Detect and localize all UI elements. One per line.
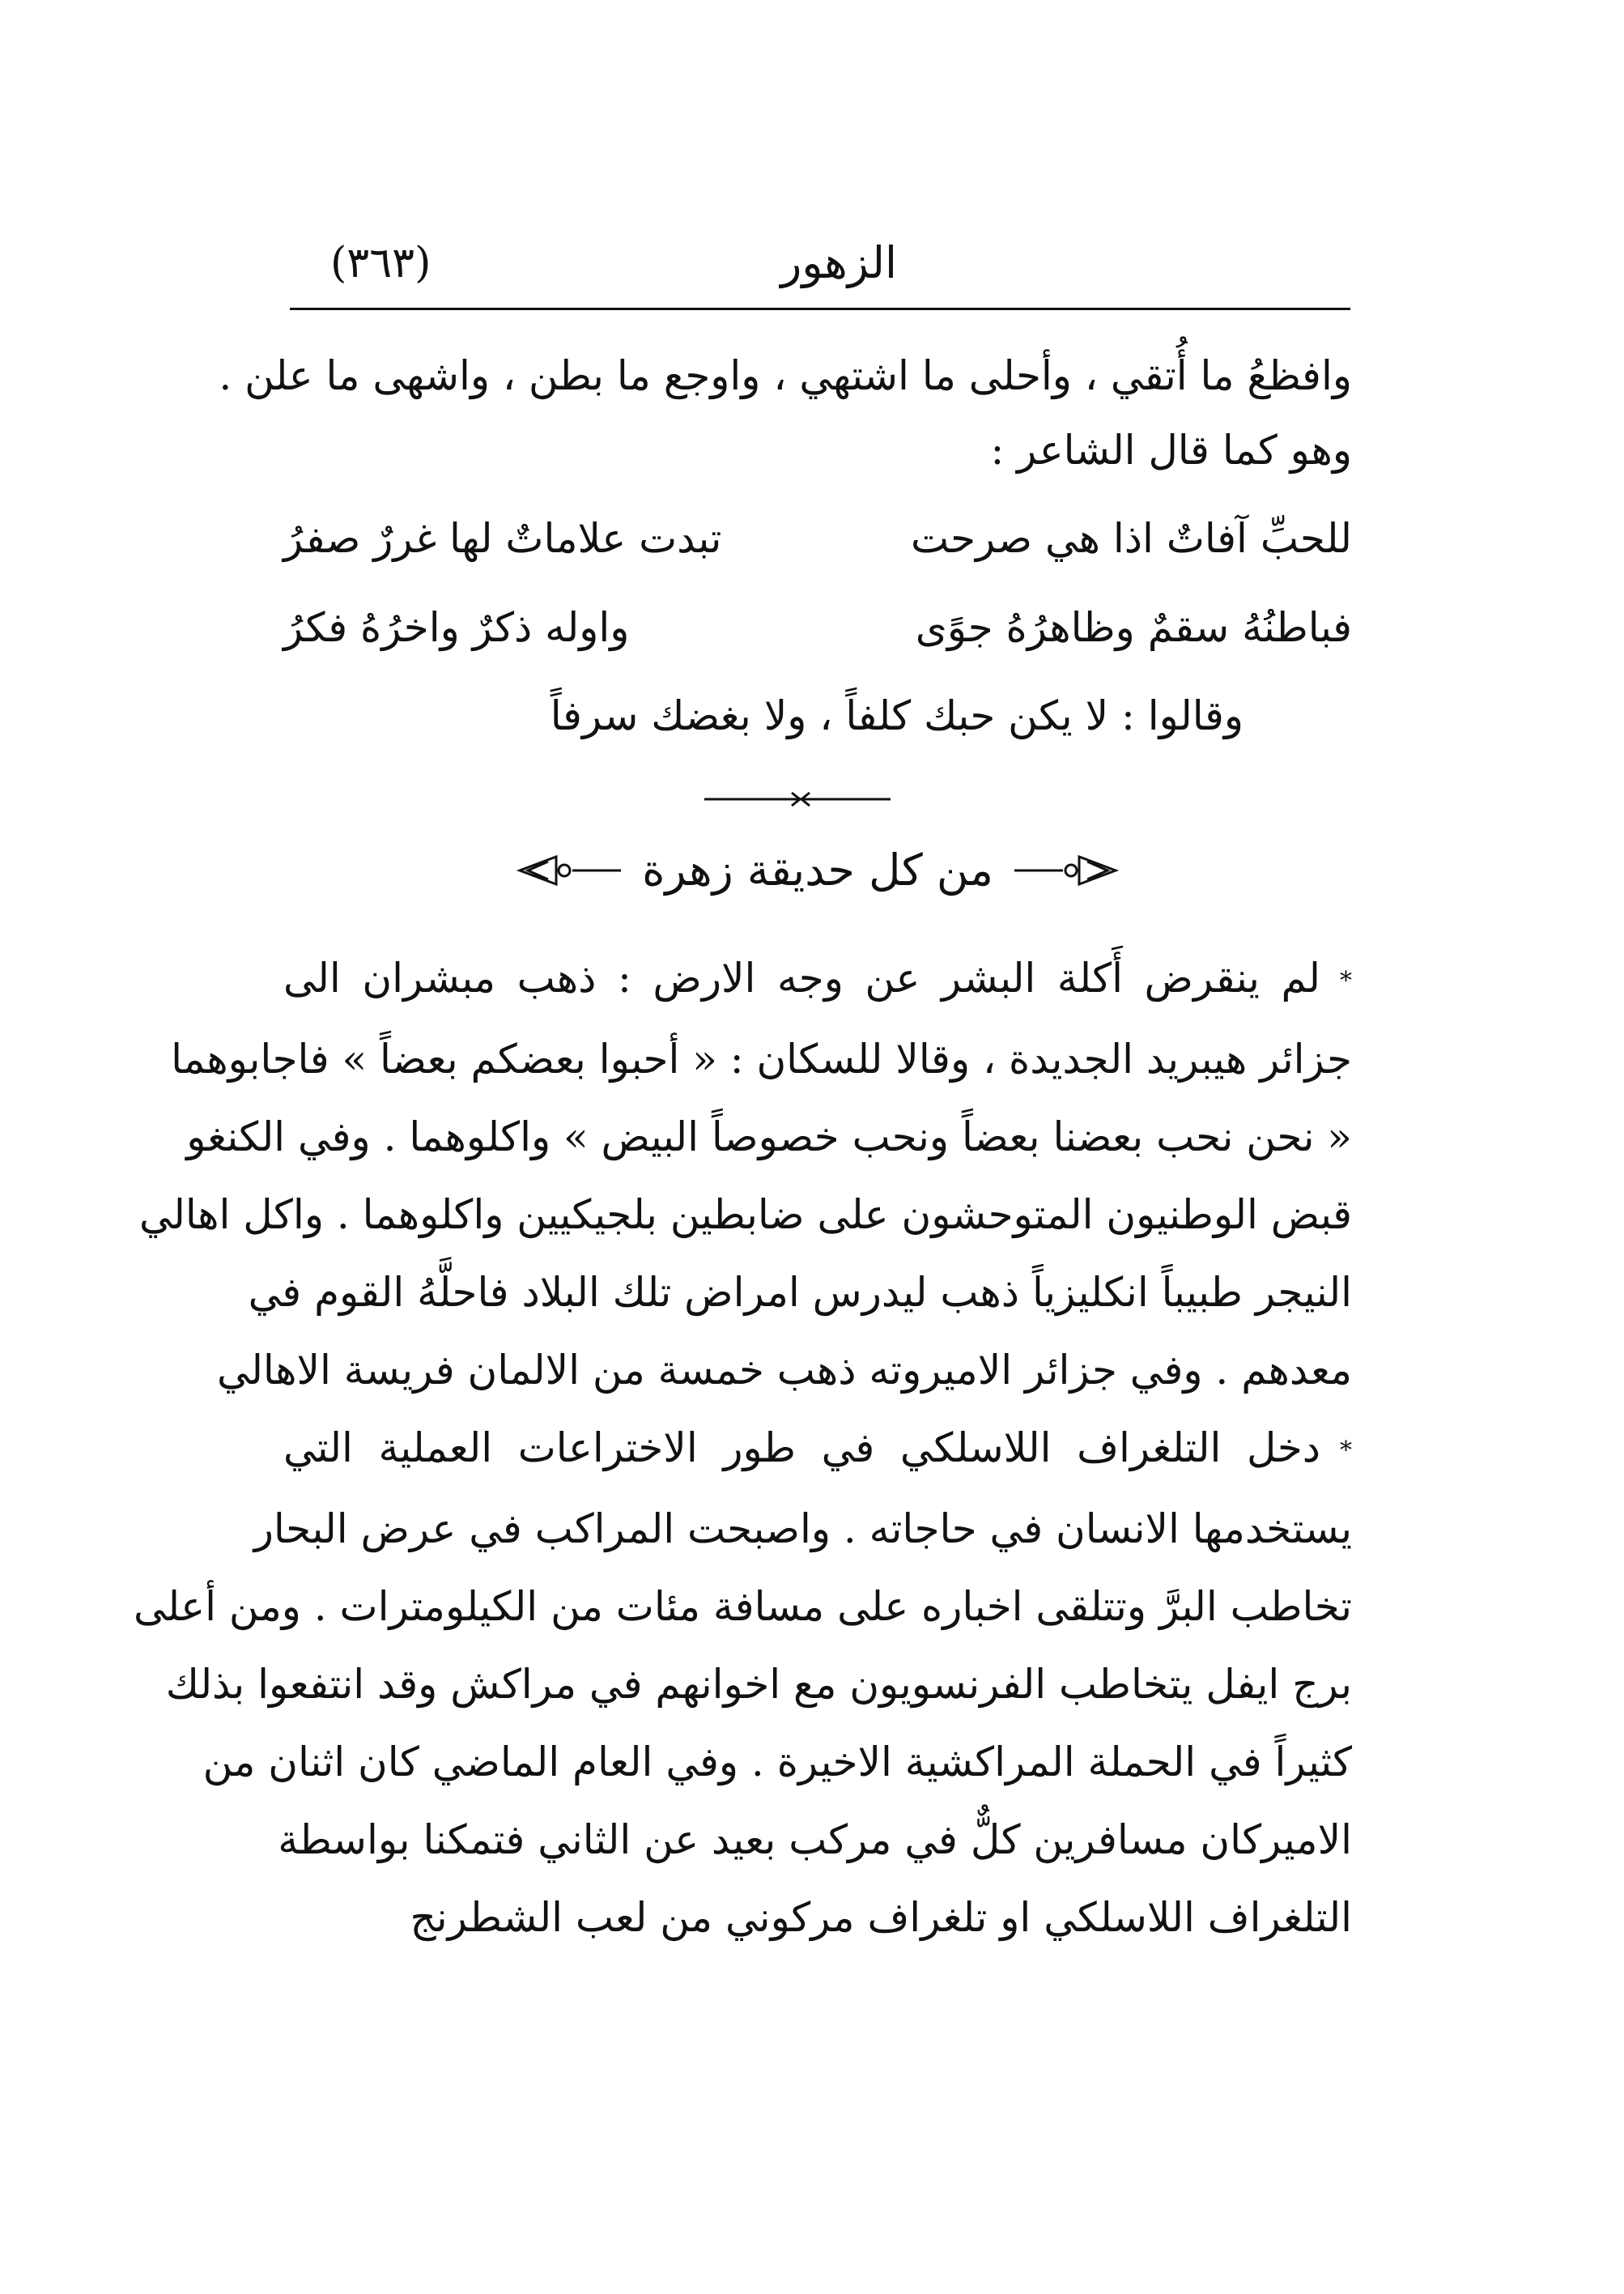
text-line: يستخدمها الانسان في حاجاته . واصبحت المراكب في عرض البحار: [253, 1505, 1352, 1552]
closing-line: وقالوا : لا يكن حبك كلفاً ، ولا بغضك سرفاً: [550, 692, 1244, 739]
header-rule: [290, 308, 1350, 310]
text-line: الاميركان مسافرين كلٌّ في مركب بعيد عن الثاني فتمكنا بواسطة: [278, 1816, 1352, 1863]
verse-second-hemistich: تبدت علاماتٌ لها غررٌ صفرُ: [283, 515, 722, 562]
text-line: كثيراً في الحملة المراكشية الاخيرة . وفي العام الماضي كان اثنان من: [202, 1739, 1352, 1785]
text-line: النيجر طبيباً انكليزياً ذهب ليدرس امراض تلك البلاد فاحلَّهُ القوم في: [248, 1269, 1352, 1316]
text-line: قبض الوطنيون المتوحشون على ضابطين بلجيكيين واكلوهما . واكل اهالي: [138, 1191, 1352, 1238]
running-header: [290, 231, 1350, 304]
heading-ornament-left: [516, 850, 621, 891]
text-line: وافظعُ ما أُتقي ، وأحلى ما اشتهي ، واوجع ما بطن ، واشهى ما علن .: [219, 352, 1352, 399]
verse-first-hemistich: للحبِّ آفاتٌ اذا هي صرحت: [911, 515, 1352, 562]
section-title: من كل حديقة زهرة: [642, 845, 993, 896]
page-number: (٣٦٣): [330, 239, 432, 287]
text-line: [283, 1409, 1352, 1490]
bullet-star: *: [1340, 1436, 1352, 1465]
text-line: التلغراف اللاسلكي او تلغراف مركوني من لعب الشطرنج: [410, 1894, 1352, 1941]
running-title: الزهور: [780, 237, 897, 288]
text-line-content: لم ينقرض أَكلة البشر عن وجه الارض : ذهب مبشران الى: [283, 955, 1320, 1002]
poem-verse: [283, 494, 1352, 583]
text-line: [283, 939, 1352, 1020]
text-line: معدهم . وفي جزائر الاميروته ذهب خمسة من الالمان فريسة الاهالي: [216, 1347, 1352, 1394]
bullet-star: *: [1340, 967, 1352, 995]
text-line-content: دخل التلغراف اللاسلكي في طور الاختراعات العملية التي: [283, 1424, 1320, 1471]
text-line: « نحن نحب بعضنا بعضاً ونحب خصوصاً البيض » واكلوهما . وفي الكنغو: [186, 1113, 1352, 1160]
section-heading: [534, 834, 1101, 907]
paragraph-wireless-telegraph: [134, 1409, 1352, 1956]
paragraph-cannibals: [138, 939, 1352, 1409]
poem: [283, 494, 1352, 672]
text-line: وهو كما قال الشاعر :: [990, 427, 1352, 474]
text-line: جزائر هيبريد الجديدة ، وقالا للسكان : « أحبوا بعضكم بعضاً » فاجابوهما: [171, 1036, 1352, 1083]
verse-first-hemistich: فباطنُهُ سقمٌ وظاهرُهُ جوًى: [915, 604, 1352, 651]
intro-paragraph: [219, 338, 1352, 487]
text-line: برج ايفل يتخاطب الفرنسويون مع اخوانهم في مراكش وقد انتفعوا بذلك: [165, 1661, 1352, 1708]
poem-verse: [283, 583, 1352, 672]
heading-ornament-right: [1014, 850, 1120, 891]
verse-second-hemistich: واوله ذكرٌ واخرُهُ فكرُ: [283, 604, 630, 651]
divider-ornament: [704, 789, 891, 809]
text-line: تخاطب البرَّ وتتلقى اخباره على مسافة مئات من الكيلومترات . ومن أعلى: [134, 1583, 1352, 1630]
